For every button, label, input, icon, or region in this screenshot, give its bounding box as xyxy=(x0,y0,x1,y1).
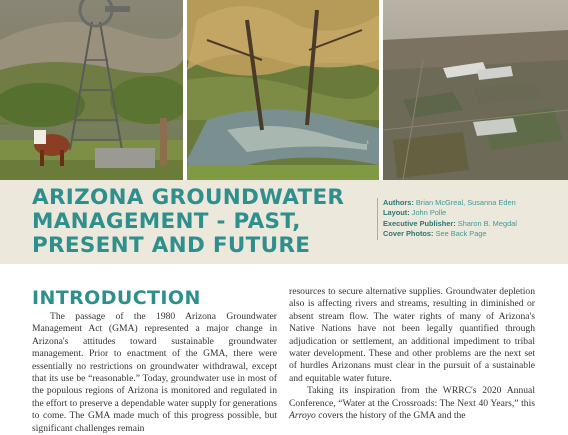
credit-cover-photos: Cover Photos: See Back Page xyxy=(383,229,487,239)
paragraph: Taking its inspiration from the WRRC's 2020 Annual Conference, “Water at the Crossroads: The Next 40 Years,” this Arroyo covers the history of the GMA and the xyxy=(289,385,535,422)
body-column-left xyxy=(32,311,277,435)
creek-trees-photo xyxy=(187,0,379,180)
credit-publisher: Executive Publisher: Sharon B. Megdal xyxy=(383,218,517,228)
cover-photo-strip xyxy=(0,0,568,180)
credit-authors: Authors: Brian McGreal, Susanna Eden xyxy=(383,198,516,207)
paragraph: resources to secure alternative supplies. Groundwater depletion also is affecting rivers and streams, resulting in diminished or absent stream flow. The water rights of many of Arizona's Native Nations have not been legally quantified through adjudication or settlement, an additional impediment to tribal water development. These and other problems are the next set of hurdles Arizonans must clear in the pursuit of a sustainable and equitable water future. xyxy=(289,286,535,384)
body-column-right xyxy=(289,286,535,422)
document-title: ARIZONA GROUNDWATER MANAGEMENT - PAST, PRESENT AND FUTURE xyxy=(32,185,345,258)
paragraph: The passage of the 1980 Arizona Groundwater Management Act (GMA) represented a major change in Arizona's attitudes toward sustainable groundwater management. Prior to enactment of the GMA, there were essentially no restrictions on groundwater withdrawal, except that its use be “reasonable.” Today, groundwater use in most of the populous regions of Arizona is monitored and regulated in the effort to preserve a dependable water supply for generations to come. The GMA made much of this progress possible, but significant challenges remain xyxy=(32,311,277,434)
section-heading-introduction: INTRODUCTION xyxy=(32,287,201,309)
publication-name: Arroyo xyxy=(289,410,316,422)
aerial-farmland-photo xyxy=(383,0,568,180)
credit-layout: Layout: John Polle xyxy=(383,208,447,218)
credits-block xyxy=(377,198,568,240)
windmill-cow-photo xyxy=(0,0,183,180)
